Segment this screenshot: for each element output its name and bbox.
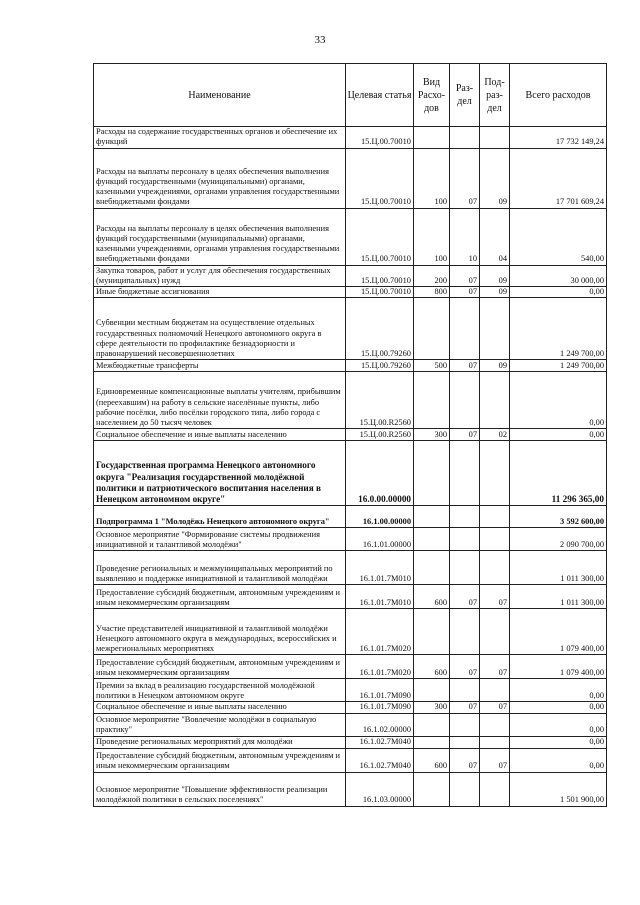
row-razdel: [450, 506, 480, 528]
row-vid: 800: [414, 287, 450, 298]
row-target: 15.Ц.00.70010: [346, 148, 414, 208]
row-razdel: 07: [450, 265, 480, 287]
row-total: 0,00: [510, 736, 607, 748]
header-name: Наименование: [94, 64, 346, 127]
row-vid: 300: [414, 702, 450, 713]
row-total: 1 079 400,00: [510, 609, 607, 655]
row-podrazdel: [480, 441, 510, 506]
row-name: Предоставление субсидий бюджетным, автономным учреждениям и иным некоммерческим организациям: [94, 585, 346, 609]
row-razdel: 07: [450, 429, 480, 441]
row-vid: [414, 298, 450, 360]
table-row: [94, 655, 607, 679]
row-total: 0,00: [510, 372, 607, 429]
row-razdel: 07: [450, 585, 480, 609]
row-name: Единовременные компенсационные выплаты учителям, прибывшим (переехавшим) на работу в сельские населённые пункты, либо рабочие посёлки, либо посёлки городского типа, либо города с населением до 50 тысяч человек: [94, 372, 346, 429]
table-row: [94, 208, 607, 265]
row-name: Расходы на выплаты персоналу в целях обеспечения выполнения функций государственными (муниципальными) органами, казенными учреждениями, органами управления государственными внебюджетными фондами: [94, 208, 346, 265]
row-target: 15.Ц.00.79260: [346, 360, 414, 372]
row-name: Основное мероприятие "Повышение эффективности реализации молодёжной политики в сельских поселениях": [94, 772, 346, 806]
row-razdel: [450, 736, 480, 748]
row-podrazdel: [480, 298, 510, 360]
row-target: 15.Ц.00.70010: [346, 208, 414, 265]
row-target: 15.Ц.00.R2560: [346, 429, 414, 441]
row-target: 16.1.02.00000: [346, 713, 414, 736]
row-total: 17 732 149,24: [510, 127, 607, 149]
row-podrazdel: 07: [480, 748, 510, 772]
row-razdel: [450, 772, 480, 806]
table-row: [94, 736, 607, 748]
row-podrazdel: [480, 772, 510, 806]
row-vid: [414, 736, 450, 748]
row-vid: [414, 441, 450, 506]
row-total: 1 011 300,00: [510, 585, 607, 609]
row-podrazdel: 09: [480, 265, 510, 287]
row-razdel: [450, 551, 480, 585]
row-razdel: [450, 127, 480, 149]
row-vid: [414, 551, 450, 585]
row-name: Расходы на выплаты персоналу в целях обеспечения выполнения функций государственными (муниципальными) органами, казенными учреждениями, органами управления государственными внебюджетными фондами: [94, 148, 346, 208]
row-target: 16.1.00.00000: [346, 506, 414, 528]
row-target: 16.1.01.7М090: [346, 679, 414, 702]
row-razdel: 07: [450, 287, 480, 298]
row-razdel: 07: [450, 360, 480, 372]
row-name: Предоставление субсидий бюджетным, автономным учреждениям и иным некоммерческим организациям: [94, 655, 346, 679]
row-target: 16.1.01.7М020: [346, 609, 414, 655]
row-podrazdel: [480, 372, 510, 429]
row-podrazdel: 07: [480, 655, 510, 679]
table-row: [94, 360, 607, 372]
row-vid: 600: [414, 585, 450, 609]
row-total: 1 011 300,00: [510, 551, 607, 585]
table-row: [94, 287, 607, 298]
row-razdel: [450, 372, 480, 429]
table-row: [94, 148, 607, 208]
row-razdel: [450, 713, 480, 736]
table-row: [94, 679, 607, 702]
row-podrazdel: 09: [480, 148, 510, 208]
row-vid: 100: [414, 148, 450, 208]
header-podrazdel: Под-раз-дел: [480, 64, 510, 127]
page-number: 33: [314, 34, 326, 46]
row-name: Субвенции местным бюджетам на осуществление отдельных государственных полномочий Ненецкого автономного округа в сфере деятельности по профилактике безнадзорности и правонарушений несовершеннолетних: [94, 298, 346, 360]
row-name: Премии за вклад в реализацию государственной молодёжной политики в Ненецком автономном округе: [94, 679, 346, 702]
row-target: 16.0.00.00000: [346, 441, 414, 506]
row-razdel: 07: [450, 655, 480, 679]
row-razdel: [450, 441, 480, 506]
row-total: 30 000,00: [510, 265, 607, 287]
table-header-row: [94, 64, 607, 127]
row-podrazdel: 02: [480, 429, 510, 441]
row-podrazdel: 07: [480, 702, 510, 713]
table-row: [94, 441, 607, 506]
row-podrazdel: 09: [480, 360, 510, 372]
table-row: [94, 265, 607, 287]
row-total: 0,00: [510, 287, 607, 298]
row-target: 16.1.01.00000: [346, 528, 414, 551]
table-row: [94, 429, 607, 441]
table-row: [94, 713, 607, 736]
header-target: Целевая статья: [346, 64, 414, 127]
row-podrazdel: [480, 506, 510, 528]
row-total: 11 296 365,00: [510, 441, 607, 506]
row-podrazdel: [480, 127, 510, 149]
table-row: [94, 372, 607, 429]
row-total: 1 079 400,00: [510, 655, 607, 679]
row-total: 0,00: [510, 679, 607, 702]
row-target: 15.Ц.00.R2560: [346, 372, 414, 429]
row-vid: [414, 528, 450, 551]
table-row: [94, 772, 607, 806]
row-vid: [414, 127, 450, 149]
row-podrazdel: [480, 609, 510, 655]
row-vid: [414, 372, 450, 429]
table-row: [94, 609, 607, 655]
row-vid: [414, 772, 450, 806]
row-target: 15.Ц.00.70010: [346, 265, 414, 287]
table-row: [94, 702, 607, 713]
row-total: 17 701 609,24: [510, 148, 607, 208]
row-vid: 600: [414, 748, 450, 772]
row-total: 1 249 700,00: [510, 298, 607, 360]
row-vid: [414, 713, 450, 736]
header-total: Всего расходов: [510, 64, 607, 127]
row-target: 16.1.01.7М090: [346, 702, 414, 713]
row-total: 540,00: [510, 208, 607, 265]
row-vid: [414, 609, 450, 655]
row-name: Предоставление субсидий бюджетным, автономным учреждениям и иным некоммерческим организациям: [94, 748, 346, 772]
row-name: Социальное обеспечение и иные выплаты населению: [94, 702, 346, 713]
row-vid: 100: [414, 208, 450, 265]
table-row: [94, 551, 607, 585]
row-target: 16.1.01.7М010: [346, 585, 414, 609]
row-name: Проведение региональных мероприятий для молодёжи: [94, 736, 346, 748]
row-name: Межбюджетные трансферты: [94, 360, 346, 372]
row-target: 15.Ц.00.70010: [346, 287, 414, 298]
row-name: Расходы на содержание государственных органов и обеспечение их функций: [94, 127, 346, 149]
row-razdel: 07: [450, 748, 480, 772]
row-name: Закупка товаров, работ и услуг для обеспечения государственных (муниципальных) нужд: [94, 265, 346, 287]
row-total: 1 501 900,00: [510, 772, 607, 806]
row-total: 0,00: [510, 748, 607, 772]
row-vid: 300: [414, 429, 450, 441]
row-podrazdel: 07: [480, 585, 510, 609]
row-vid: [414, 679, 450, 702]
row-total: 0,00: [510, 429, 607, 441]
row-name: Участие представителей инициативной и талантливой молодёжи Ненецкого автономного округа в международных, всероссийских и межрегиональных мероприятиях: [94, 609, 346, 655]
row-podrazdel: [480, 551, 510, 585]
header-vid: Вид Расхо-дов: [414, 64, 450, 127]
row-vid: [414, 506, 450, 528]
row-razdel: [450, 609, 480, 655]
row-vid: 500: [414, 360, 450, 372]
table-row: [94, 748, 607, 772]
table-row: [94, 528, 607, 551]
row-name: Подпрограмма 1 "Молодёжь Ненецкого автономного округа": [94, 506, 346, 528]
header-razdel: Раз-дел: [450, 64, 480, 127]
row-podrazdel: 09: [480, 287, 510, 298]
row-razdel: [450, 528, 480, 551]
row-target: 15.Ц.00.79260: [346, 298, 414, 360]
row-name: Проведение региональных и межмуниципальных мероприятий по выявлению и поддержке инициативной и талантливой молодёжи: [94, 551, 346, 585]
row-razdel: [450, 679, 480, 702]
row-name: Основное мероприятие "Вовлечение молодёжи в социальную практику": [94, 713, 346, 736]
row-target: 16.1.03.00000: [346, 772, 414, 806]
row-razdel: 07: [450, 148, 480, 208]
row-podrazdel: [480, 736, 510, 748]
row-vid: 200: [414, 265, 450, 287]
row-vid: 600: [414, 655, 450, 679]
budget-table: [93, 63, 607, 807]
row-razdel: [450, 298, 480, 360]
row-name: Иные бюджетные ассигнования: [94, 287, 346, 298]
row-target: 16.1.02.7М040: [346, 736, 414, 748]
row-name: Основное мероприятие "Формирование системы продвижения инициативной и талантливой молодёжи": [94, 528, 346, 551]
row-total: 3 592 600,00: [510, 506, 607, 528]
row-podrazdel: 04: [480, 208, 510, 265]
row-total: 2 090 700,00: [510, 528, 607, 551]
row-podrazdel: [480, 713, 510, 736]
table-row: [94, 298, 607, 360]
row-total: 0,00: [510, 702, 607, 713]
row-razdel: 07: [450, 702, 480, 713]
row-name: Социальное обеспечение и иные выплаты населению: [94, 429, 346, 441]
row-target: 16.1.01.7М020: [346, 655, 414, 679]
row-target: 15.Ц.00.70010: [346, 127, 414, 149]
row-target: 16.1.02.7М040: [346, 748, 414, 772]
row-podrazdel: [480, 679, 510, 702]
table-row: [94, 585, 607, 609]
row-total: 1 249 700,00: [510, 360, 607, 372]
table-row: [94, 506, 607, 528]
table-row: [94, 127, 607, 149]
row-name: Государственная программа Ненецкого автономного округа "Реализация государственной молодёжной политики и патриотического воспитания населения в Ненецком автономном округе": [94, 441, 346, 506]
row-target: 16.1.01.7М010: [346, 551, 414, 585]
row-total: 0,00: [510, 713, 607, 736]
row-podrazdel: [480, 528, 510, 551]
row-razdel: 10: [450, 208, 480, 265]
